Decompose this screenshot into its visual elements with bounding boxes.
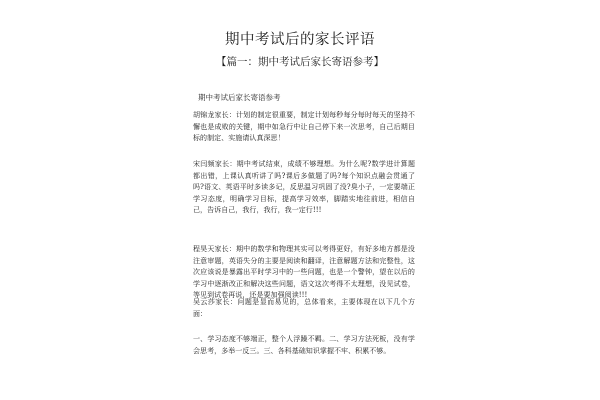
paragraph-parent-comment-3: 程昊天家长：期中的数学和物理其实可以考得更好，有好多地方都是没注意审题，英语失分的主要是阅读和翻译，注意解题方法和完整性，这次应该说是暴露出平时学习中的一些问题，也是一个警钟，望在以后的学习中逐渐改正和解决这些问题，语文这次考得不太理想，没见试卷，等见到试卷再说，还是要加强阅读!!! bbox=[193, 245, 415, 300]
paragraph-parent-comment-1: 胡锦龙家长：计划的制定很重要，制定计划每秒每分每时每天的坚持不懈也是成败的关键，期中如急行中让自己停下来一次思考，自己后期目标的制定、实施请认真深思！ bbox=[193, 111, 415, 143]
document-subtitle: 【篇一：期中考试后家长寄语参考】 bbox=[216, 56, 384, 68]
document-title: 期中考试后的家长评语 bbox=[225, 32, 375, 48]
section-heading: 期中考试后家长寄语参考 bbox=[198, 93, 281, 102]
paragraph-issue-list: 一、学习态度不够端正，整个人浮躁不羁。二、学习方法死板，没有学会思考，多举一反三。三、各科基础知识掌握不牢、积累不够。 bbox=[193, 335, 415, 355]
paragraph-parent-comment-4: 吴云莎家长：问题是显而易见的，总体看来，主要体现在以下几个方面： bbox=[193, 298, 415, 318]
paragraph-parent-comment-2: 宋闫频家长：期中考试结束，成绩不够理想。为什么呢?数学进计算题都出错，上课认真听讲了吗?课后多做题了吗?每个知识点融会贯通了吗?语文、英语平时多读多记，反思温习巩固了没?臭小子，一定要端正学习态度，明确学习目标，提高学习效率，脚踏实地往前进，相信自己，告诉自己，我行，我行，我一定行!!! bbox=[193, 160, 415, 215]
